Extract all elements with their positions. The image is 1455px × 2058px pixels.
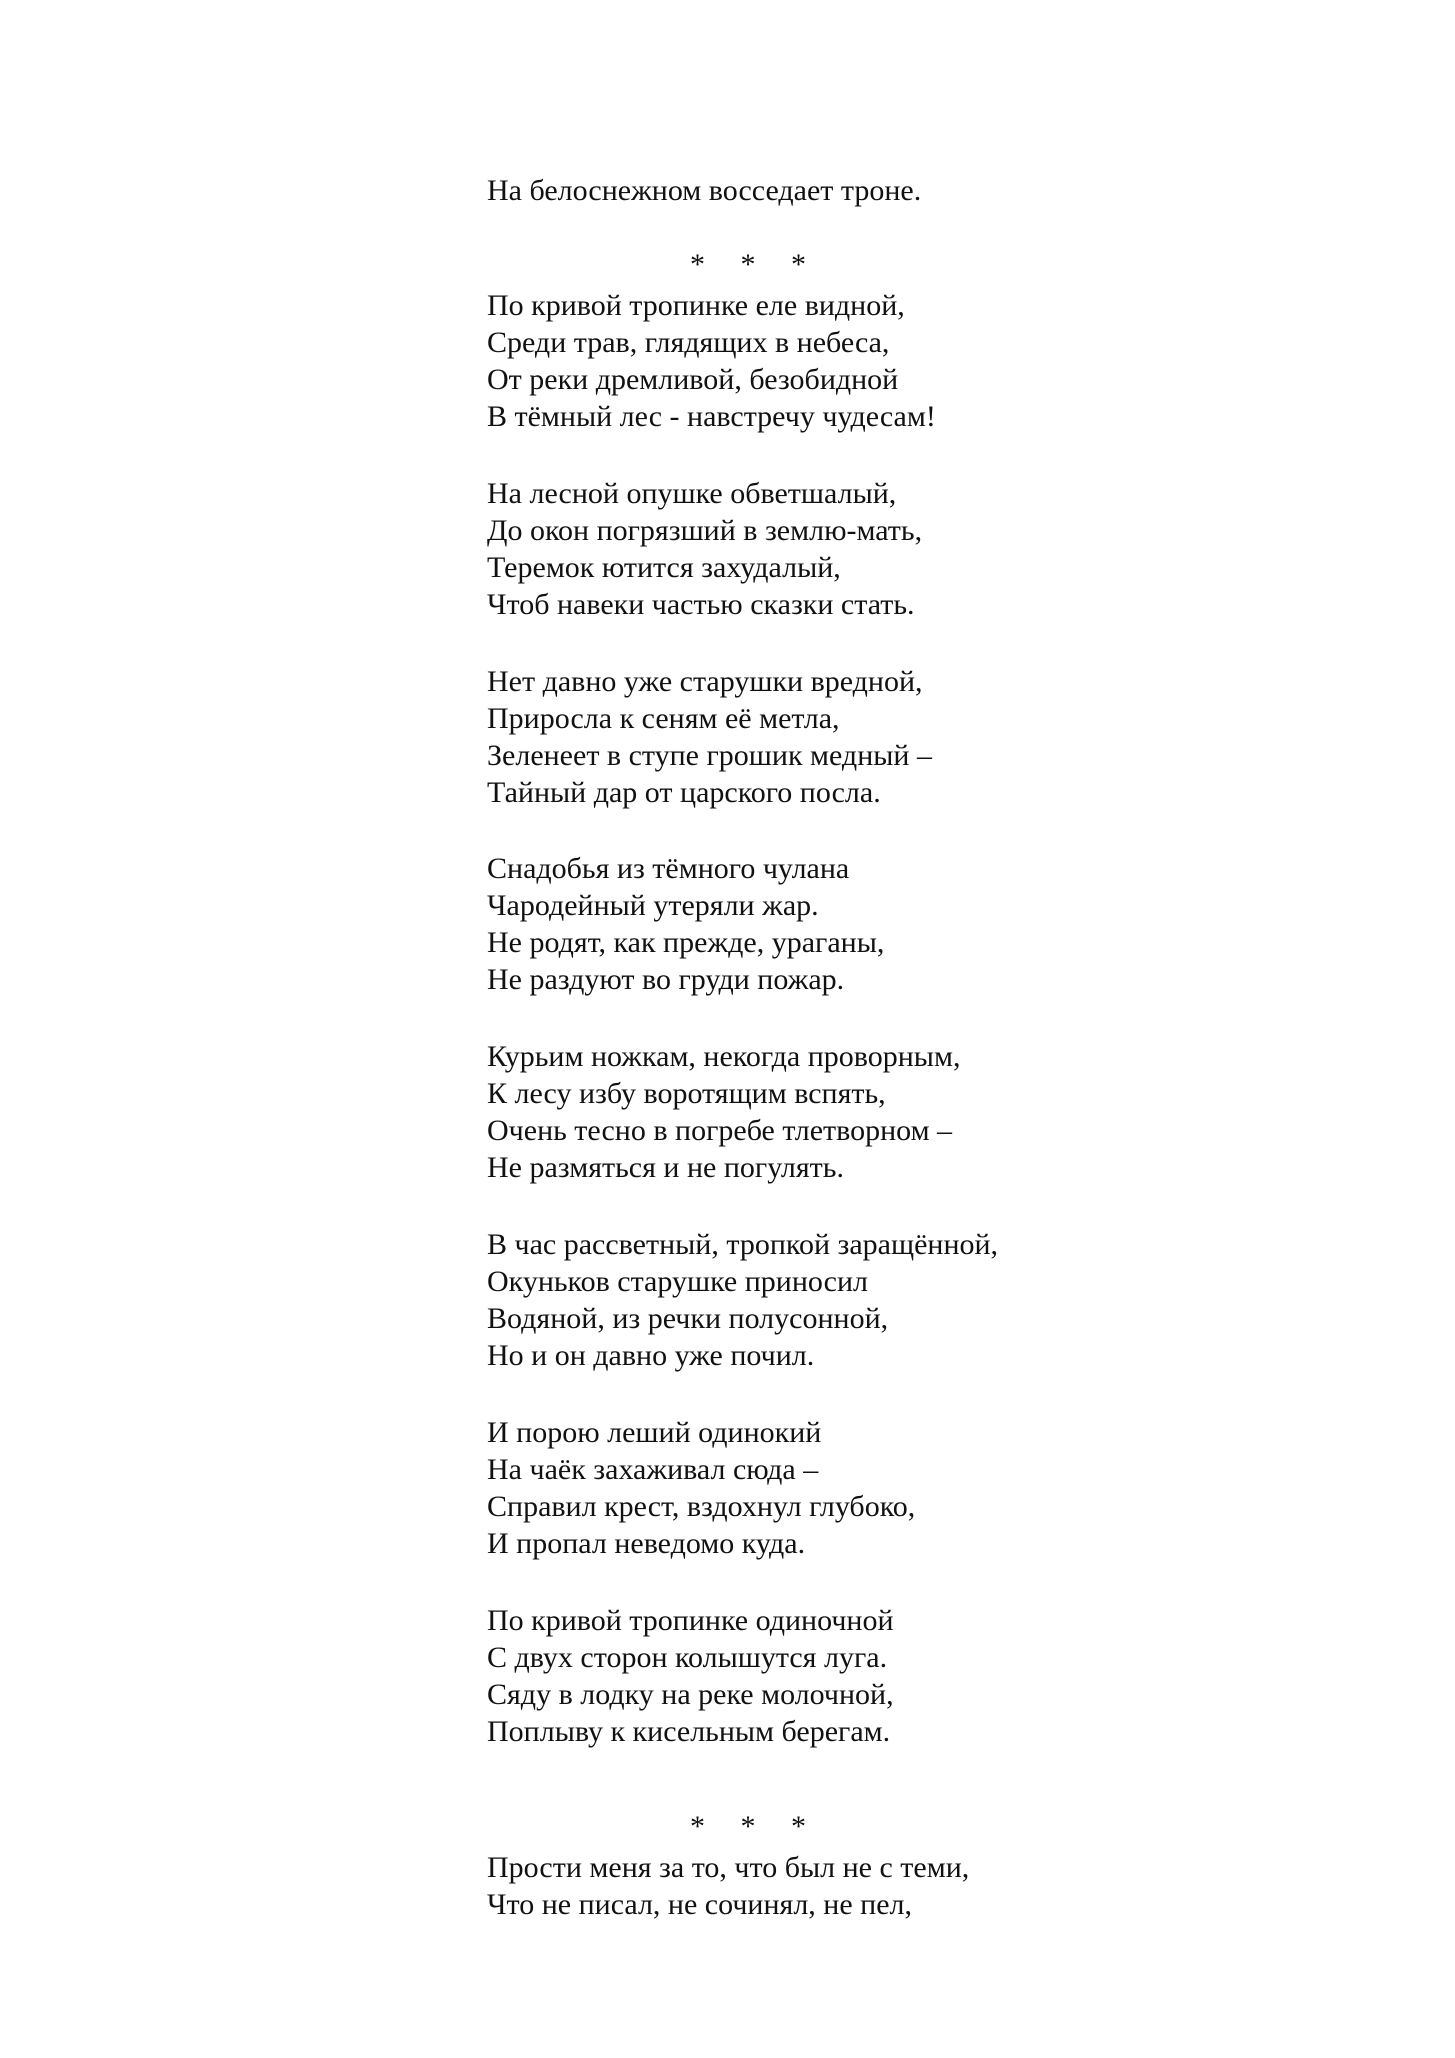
poem-line: Водяной, из речки полусонной, — [487, 1302, 889, 1335]
poem-line: К лесу избу воротящим вспять, — [487, 1077, 886, 1110]
poem-line: Снадобья из тёмного чулана — [487, 852, 850, 885]
stanza — [487, 1602, 1247, 1750]
poem-line: Не размяться и не погулять. — [487, 1151, 844, 1184]
poem-line: Курьим ножкам, некогда проворным, — [487, 1040, 961, 1073]
poem-line: Прости меня за то, что был не с теми, — [487, 1851, 970, 1884]
poem-line: В час рассветный, тропкой заращённой, — [487, 1228, 999, 1261]
poem-line: В тёмный лес - навстречу чудесам! — [487, 400, 936, 433]
section-separator: * * * — [690, 1810, 820, 1843]
poem-line: Не раздуют во груди пожар. — [487, 963, 845, 996]
poem-line: Поплыву к кисельным берегам. — [487, 1715, 891, 1748]
poem-line: Зеленеет в ступе грошик медный – — [487, 739, 932, 772]
stanza — [487, 1849, 1247, 1923]
poem-line: Тайный дар от царского посла. — [487, 776, 881, 809]
poem-line: Сяду в лодку на реке молочной, — [487, 1678, 894, 1711]
poem-line: Но и он давно уже почил. — [487, 1339, 815, 1372]
poem-line: Очень тесно в погребе тлетворном – — [487, 1114, 953, 1147]
stanza — [487, 663, 1247, 811]
poem-line: По кривой тропинке одиночной — [487, 1604, 894, 1637]
stanza — [487, 850, 1247, 998]
opening-line-block — [487, 172, 1247, 209]
section-separator: * * * — [690, 248, 820, 281]
poem-line: На белоснежном восседает троне. — [487, 174, 922, 207]
poem-line: Нет давно уже старушки вредной, — [487, 665, 923, 698]
poem-line: И порою леший одинокий — [487, 1416, 822, 1449]
poem-line: По кривой тропинке еле видной, — [487, 289, 905, 322]
poem-line: На лесной опушке обветшалый, — [487, 477, 897, 510]
poem-line: Что не писал, не сочинял, не пел, — [487, 1888, 913, 1921]
poem-line: Чародейный утеряли жар. — [487, 889, 819, 922]
stanza — [487, 287, 1247, 435]
poem-line: Приросла к сеням её метла, — [487, 702, 840, 735]
stanza — [487, 1226, 1247, 1374]
poem-line: От реки дремливой, безобидной — [487, 363, 899, 396]
stanza — [487, 1038, 1247, 1186]
poem-line: И пропал неведомо куда. — [487, 1527, 806, 1560]
poem-line: С двух сторон колышутся луга. — [487, 1641, 888, 1674]
stanza — [487, 1414, 1247, 1562]
poem-line: Чтоб навеки частью сказки стать. — [487, 588, 915, 621]
poem-line: Справил крест, вздохнул глубоко, — [487, 1490, 916, 1523]
poem-line: До окон погрязший в землю-мать, — [487, 514, 923, 547]
poem-line: Среди трав, глядящих в небеса, — [487, 326, 890, 359]
poem-line: Окуньков старушке приносил — [487, 1265, 868, 1298]
poem-line: На чаёк захаживал сюда – — [487, 1453, 819, 1486]
poem-line: Не родят, как прежде, ураганы, — [487, 926, 885, 959]
stanza — [487, 475, 1247, 623]
poem-line: Теремок ютится захудалый, — [487, 551, 841, 584]
